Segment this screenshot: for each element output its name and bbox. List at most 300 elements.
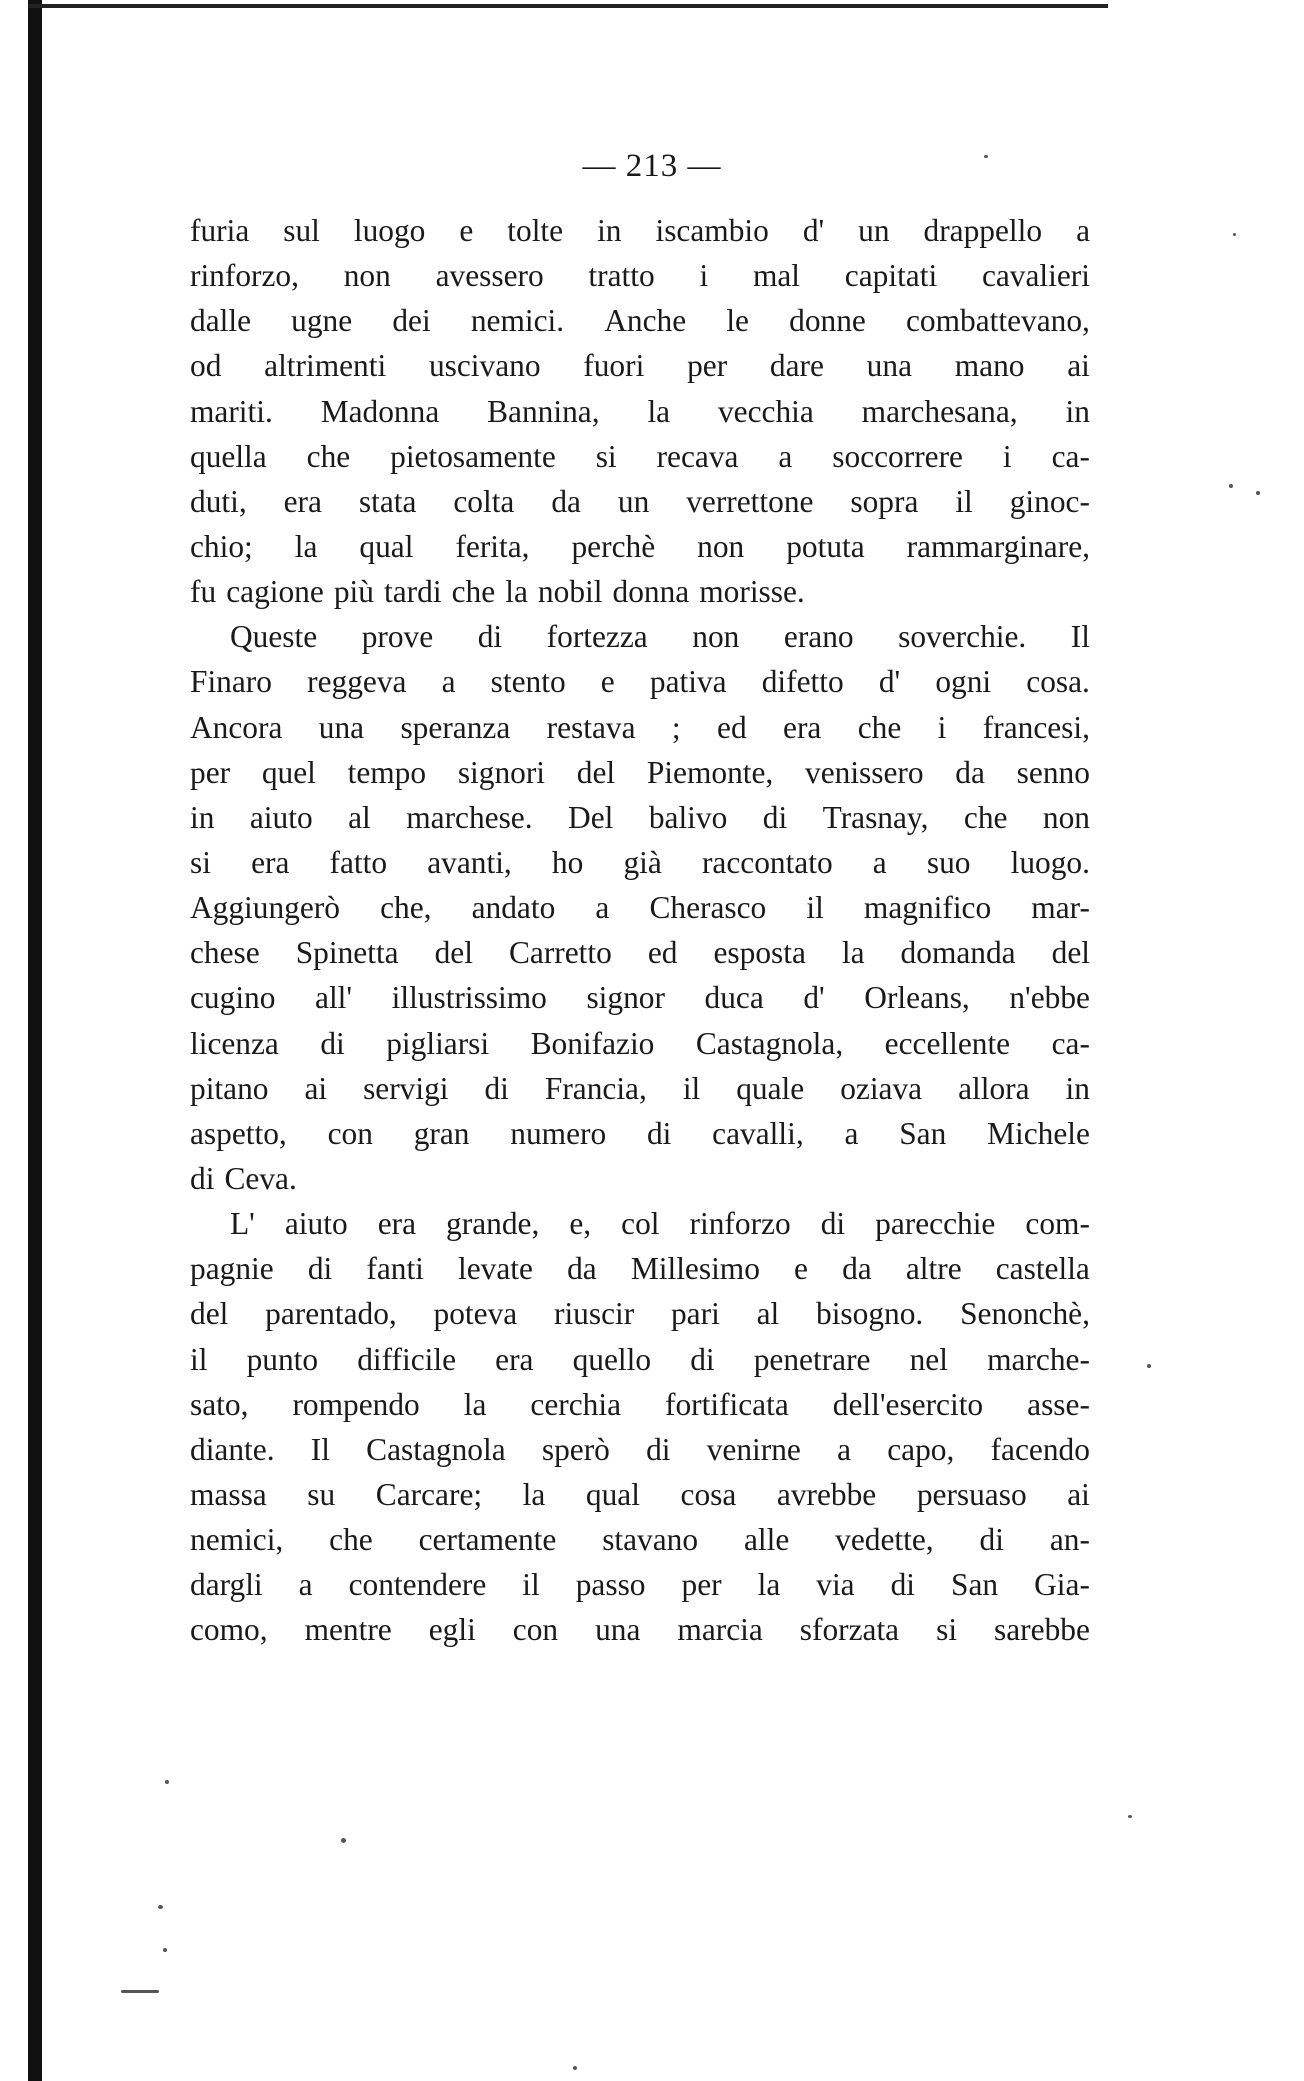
scan-speck <box>341 1838 346 1843</box>
word: dell'esercito <box>832 1386 984 1422</box>
word: una <box>318 709 365 745</box>
word: Ceva. <box>224 1160 297 1196</box>
word: di <box>646 1431 671 1467</box>
word: poteva <box>433 1296 518 1332</box>
word: tardi <box>384 574 442 610</box>
word: passo <box>575 1567 646 1603</box>
word: magnifico <box>863 890 992 926</box>
word: Il <box>310 1431 330 1467</box>
word: balivo <box>648 799 728 835</box>
word: speranza <box>400 709 511 745</box>
text-line <box>190 1517 1090 1562</box>
word: com- <box>1025 1206 1090 1242</box>
word: del <box>576 754 616 790</box>
word: oziava <box>840 1070 923 1106</box>
text-line <box>190 975 1090 1020</box>
word: dargli <box>190 1567 263 1603</box>
word: si <box>936 1612 958 1648</box>
text-line <box>190 750 1090 795</box>
word: a <box>595 890 610 926</box>
word: ai <box>1067 1476 1090 1512</box>
text-line <box>190 1066 1090 1111</box>
word: penetrare <box>753 1341 871 1377</box>
word: non <box>697 528 745 564</box>
scan-speck <box>1147 1364 1151 1368</box>
word: San <box>951 1567 999 1603</box>
word: San <box>899 1115 947 1151</box>
text-line <box>190 1021 1090 1066</box>
text-line <box>190 1246 1090 1291</box>
word: tempo <box>347 754 427 790</box>
word: sperò <box>541 1431 610 1467</box>
text-line <box>190 1427 1090 1472</box>
word: grande, <box>446 1206 540 1242</box>
text-line <box>190 1382 1090 1427</box>
scan-speck <box>163 1948 167 1952</box>
word: di <box>762 799 788 835</box>
word: era <box>377 1206 417 1242</box>
word: il <box>955 483 973 519</box>
word: chio; <box>190 528 253 564</box>
page-binding-edge <box>28 0 42 2081</box>
word: la <box>294 528 318 564</box>
word: al <box>756 1296 780 1332</box>
word: an- <box>1049 1522 1090 1558</box>
word: quale <box>736 1070 805 1106</box>
word: stata <box>358 483 417 519</box>
word: una <box>595 1612 641 1648</box>
word: di <box>190 1160 215 1196</box>
word: ho <box>551 844 584 880</box>
word: quel <box>261 754 316 790</box>
word: Queste <box>230 619 318 655</box>
word: ginoc- <box>1009 483 1090 519</box>
page-number: — 213 — <box>582 148 722 184</box>
word: aspetto, <box>190 1115 287 1151</box>
word: Piemonte, <box>646 754 774 790</box>
word: capo, <box>887 1431 955 1467</box>
word: nobil <box>537 574 603 610</box>
scan-speck <box>158 1905 163 1909</box>
word: pari <box>670 1296 720 1332</box>
word: Millesimo <box>630 1251 760 1287</box>
text-line <box>190 1607 1090 1652</box>
word: fanti <box>366 1251 424 1287</box>
word: fortezza <box>546 619 648 655</box>
word: col <box>621 1206 660 1242</box>
word: che <box>329 1522 373 1558</box>
text-line <box>190 930 1090 975</box>
word: già <box>623 844 662 880</box>
word: duti, <box>190 483 247 519</box>
word: che <box>963 799 1008 835</box>
word: che <box>857 709 902 745</box>
word: sforzata <box>799 1612 900 1648</box>
word: iscambio <box>655 213 769 248</box>
word: di <box>979 1522 1004 1558</box>
word: numero <box>510 1115 607 1151</box>
word: i <box>1002 438 1012 474</box>
word: qual <box>585 1476 640 1512</box>
word: pigliarsi <box>386 1025 490 1061</box>
word: vecchia <box>717 393 814 429</box>
word: signori <box>457 754 546 790</box>
word: pativa <box>649 664 727 700</box>
word: a <box>1076 213 1090 248</box>
word: sul <box>283 213 320 248</box>
word: di <box>320 1025 345 1061</box>
word: aiuto <box>284 1206 348 1242</box>
word: fu <box>190 574 217 610</box>
word: cosa <box>680 1476 737 1512</box>
word: rinforzo <box>689 1206 791 1242</box>
word: alle <box>743 1522 790 1558</box>
word: cosa. <box>1026 664 1090 700</box>
word: donna <box>612 574 690 610</box>
word: quello <box>572 1341 652 1377</box>
word: pagnie <box>190 1251 274 1287</box>
word: a <box>872 844 887 880</box>
word: aiuto <box>249 799 313 835</box>
word: sopra <box>850 483 919 519</box>
text-line <box>190 524 1090 569</box>
word: dei <box>392 303 431 339</box>
word: la <box>647 393 671 429</box>
word: marchesana, <box>861 393 1018 429</box>
text-line <box>190 298 1090 343</box>
text-line <box>190 795 1090 840</box>
word: in <box>190 799 215 835</box>
text-line <box>190 659 1090 704</box>
word: Aggiungerò <box>190 890 340 926</box>
word: morisse. <box>699 574 805 610</box>
word: altre <box>905 1251 962 1287</box>
word: la <box>505 574 528 610</box>
word: ai <box>1067 348 1090 384</box>
word: andato <box>471 890 556 926</box>
text-line <box>190 840 1090 885</box>
word: Castagnola, <box>695 1025 844 1061</box>
word: a <box>837 1431 852 1467</box>
word: le <box>726 303 749 339</box>
text-line <box>190 1562 1090 1607</box>
word: mariti. <box>190 393 273 429</box>
word: sarebbe <box>994 1612 1090 1648</box>
word: marchese. <box>406 799 533 835</box>
word: a <box>778 438 793 474</box>
word: venissero <box>805 754 924 790</box>
word: Carcare; <box>375 1476 483 1512</box>
word: Gia- <box>1034 1567 1090 1603</box>
word: di <box>646 1115 672 1151</box>
scan-speck <box>1256 491 1260 495</box>
word: nemici, <box>190 1522 284 1558</box>
word: da <box>955 754 985 790</box>
word: verrettone <box>686 483 814 519</box>
page-top-rule <box>28 4 1108 8</box>
word: allora <box>958 1070 1030 1106</box>
word: Madonna <box>320 393 440 429</box>
word: Bannina, <box>487 393 600 429</box>
word: erano <box>783 619 854 655</box>
word: difficile <box>357 1341 457 1377</box>
word: esposta <box>713 935 806 971</box>
word: duca <box>704 980 764 1016</box>
text-line <box>190 569 1090 614</box>
word: con <box>327 1115 373 1151</box>
text-line <box>190 1111 1090 1156</box>
scan-speck <box>984 155 988 158</box>
word: a <box>298 1567 313 1603</box>
word: era <box>783 709 822 745</box>
word: suo <box>926 844 971 880</box>
word: da <box>551 483 581 519</box>
word: e <box>600 664 615 700</box>
word: senno <box>1016 754 1090 790</box>
word: difetto <box>761 664 844 700</box>
word: Orleans, <box>864 980 970 1016</box>
word: asse- <box>1027 1386 1090 1422</box>
word: di <box>484 1070 509 1106</box>
word: con <box>512 1612 559 1648</box>
text-line <box>190 343 1090 388</box>
text-line <box>190 1201 1090 1246</box>
word: signor <box>586 980 665 1016</box>
word: la <box>757 1567 781 1603</box>
word: colta <box>453 483 515 519</box>
text-line <box>190 1472 1090 1517</box>
word: il <box>190 1341 208 1377</box>
word: massa <box>190 1476 267 1512</box>
word: ca- <box>1051 438 1090 474</box>
word: mar- <box>1031 890 1090 926</box>
word: marcia <box>677 1612 763 1648</box>
word: si <box>190 844 211 880</box>
word: furia <box>190 213 250 248</box>
word: Michele <box>987 1115 1090 1151</box>
word: restava <box>546 709 636 745</box>
word: la <box>522 1476 546 1512</box>
word: la <box>463 1386 487 1422</box>
word: riuscir <box>554 1296 635 1332</box>
word: Cherasco <box>649 890 767 926</box>
word: all' <box>315 980 353 1016</box>
word: più <box>333 574 374 610</box>
word: per <box>687 348 728 384</box>
word: potuta <box>786 528 865 564</box>
word: Francia, <box>544 1070 647 1106</box>
text-line <box>190 208 1090 253</box>
word: L' <box>230 1206 255 1242</box>
word: il <box>682 1070 701 1106</box>
word: fortificata <box>665 1386 789 1422</box>
word: bisogno. <box>816 1296 924 1332</box>
word: cagione <box>226 574 324 610</box>
word: era <box>495 1341 534 1377</box>
word: ferita, <box>455 528 530 564</box>
word: tratto <box>588 258 655 294</box>
word: di <box>307 1251 333 1287</box>
word: quella <box>190 438 267 474</box>
text-line <box>190 614 1090 659</box>
word: pitano <box>190 1070 269 1106</box>
word: la <box>841 935 865 971</box>
word: soverchie. <box>898 619 1027 655</box>
word: cerchia <box>530 1386 622 1422</box>
word: soccorrere <box>832 438 963 474</box>
word: i <box>937 709 947 745</box>
text-line <box>190 479 1090 524</box>
body-text <box>190 208 1090 1653</box>
word: licenza <box>190 1025 279 1061</box>
word: contendere <box>348 1567 487 1603</box>
word: od <box>190 348 222 384</box>
word: fatto <box>329 844 388 880</box>
word: qual <box>359 528 414 564</box>
word: in <box>597 213 622 248</box>
word: cavalieri <box>981 258 1090 294</box>
scan-speck <box>573 2066 577 2070</box>
word: d' <box>878 664 901 700</box>
word: Senonchè, <box>960 1296 1090 1332</box>
word: su <box>307 1476 336 1512</box>
word: Il <box>1070 619 1090 655</box>
word: stavano <box>602 1522 699 1558</box>
word: gran <box>413 1115 470 1151</box>
word: che, <box>380 890 432 926</box>
word: levate <box>458 1251 533 1287</box>
word: venirne <box>706 1431 801 1467</box>
word: dare <box>769 348 824 384</box>
word: Castagnola <box>366 1431 506 1467</box>
word: luogo. <box>1010 844 1090 880</box>
word: d' <box>803 980 825 1016</box>
word: avessero <box>435 258 544 294</box>
word: cavalli, <box>712 1115 804 1151</box>
word: luogo <box>353 213 426 248</box>
word: Trasnay, <box>822 799 929 835</box>
word: Del <box>568 799 614 835</box>
word: del <box>1051 935 1090 971</box>
word: del <box>190 1296 229 1332</box>
word: prove <box>361 619 434 655</box>
word: ugne <box>291 303 353 339</box>
word: che <box>451 574 496 610</box>
text-line <box>190 389 1090 434</box>
scan-speck <box>1229 484 1233 488</box>
word: n'ebbe <box>1009 980 1090 1016</box>
word: per <box>681 1567 722 1603</box>
word: Carretto <box>508 935 612 971</box>
word: sato, <box>190 1386 249 1422</box>
text-line <box>190 1156 1090 1201</box>
word: avrebbe <box>776 1476 877 1512</box>
word: ai <box>304 1070 328 1106</box>
word: parecchie <box>875 1206 996 1242</box>
word: avanti, <box>427 844 512 880</box>
word: mal <box>752 258 801 294</box>
word: di <box>820 1206 846 1242</box>
word: eccellente <box>884 1025 1011 1061</box>
word: d' <box>802 213 825 248</box>
word: non <box>1042 799 1090 835</box>
word: reggeva <box>307 664 407 700</box>
word: da <box>567 1251 597 1287</box>
word: recava <box>656 438 739 474</box>
word: non <box>692 619 740 655</box>
word: combattevano, <box>905 303 1090 339</box>
word: illustrissimo <box>391 980 547 1016</box>
word: punto <box>246 1341 319 1377</box>
word: rompendo <box>292 1386 420 1422</box>
word: in <box>1065 393 1090 429</box>
word: vedette, <box>835 1522 934 1558</box>
word: da <box>842 1251 872 1287</box>
word: di <box>890 1567 916 1603</box>
word: parentado, <box>265 1296 397 1332</box>
word: castella <box>995 1251 1090 1287</box>
word: Spinetta <box>295 935 399 971</box>
word: como, <box>190 1612 268 1648</box>
scan-speck <box>121 1990 159 1993</box>
word: a <box>844 1115 859 1151</box>
word: pietosamente <box>390 438 556 474</box>
word: chese <box>190 935 260 971</box>
word: che <box>306 438 351 474</box>
scan-speck <box>165 1780 169 1784</box>
word: persuaso <box>916 1476 1027 1512</box>
word: stento <box>490 664 566 700</box>
word: a <box>441 664 456 700</box>
text-line <box>190 253 1090 298</box>
word: facendo <box>990 1431 1090 1467</box>
word: perchè <box>571 528 656 564</box>
word: non <box>343 258 391 294</box>
word: rinforzo, <box>190 258 299 294</box>
word: e, <box>569 1206 592 1242</box>
word: via <box>816 1567 855 1603</box>
text-line <box>190 885 1090 930</box>
word: Finaro <box>190 664 272 700</box>
word: Anche <box>604 303 687 339</box>
word: di <box>477 619 503 655</box>
scan-speck <box>1128 1815 1132 1818</box>
word: una <box>866 348 912 384</box>
word: era <box>251 844 290 880</box>
word: e <box>794 1251 808 1287</box>
word: si <box>595 438 617 474</box>
word: francesi, <box>982 709 1090 745</box>
word: un <box>858 213 890 248</box>
word: raccontato <box>701 844 833 880</box>
word: per <box>190 754 231 790</box>
word: il <box>522 1567 540 1603</box>
word: fuori <box>583 348 645 384</box>
word: in <box>1065 1070 1090 1106</box>
word: del <box>434 935 473 971</box>
word: il <box>806 890 824 926</box>
word: mano <box>954 348 1025 384</box>
word: i <box>699 258 709 294</box>
word: ed <box>717 709 747 745</box>
text-line <box>190 1291 1090 1336</box>
word: domanda <box>900 935 1016 971</box>
word: nemici. <box>470 303 565 339</box>
word: tolte <box>507 213 564 248</box>
word: e <box>459 213 474 248</box>
word: nel <box>909 1341 948 1377</box>
word: marche- <box>987 1341 1090 1377</box>
